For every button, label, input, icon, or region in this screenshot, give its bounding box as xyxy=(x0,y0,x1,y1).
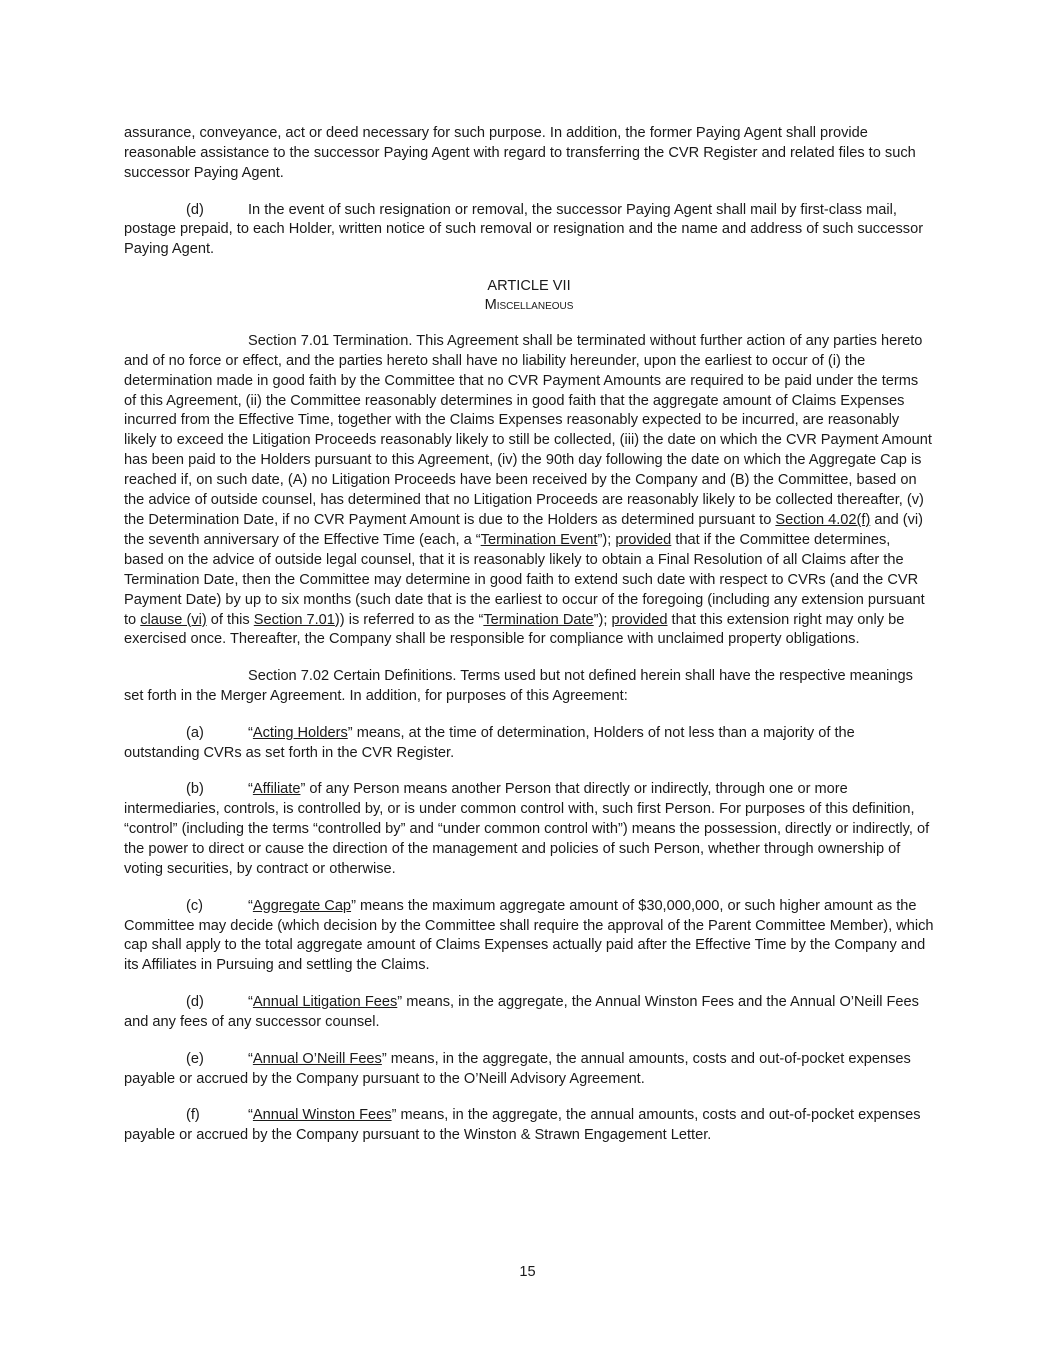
cross-reference: clause (vi) xyxy=(140,611,207,628)
section-text: Terms used but not defined herein shall have the respective meanings set forth in the Merger Agreement. In addition, for purposes of this Agreement: xyxy=(124,668,913,705)
definition-annual-winston-fees xyxy=(124,1106,934,1146)
section-text: This Agreement shall be terminated without further action of any parties hereto and of no force or effect, and the parties hereto shall have no liability hereunder, upon the earliest to occur of (i) the determination made in good faith by the Committee that no CVR Payment Amounts are required to be paid under the terms of this Agreement, (ii) the Committee reasonably determines in good faith that the aggregate amount of Claims Expenses incurred from the Effective Time, together with the Claims Expenses reasonably expected to be incurred, are reasonably likely to exceed the Litigation Proceeds reasonably likely to still be collected, (iii) the date on which the CVR Payment Amount has been paid to the Holders pursuant to this Agreement, (iv) the 90th day following the date on which the Aggregate Cap is reached if, on such date, (A) no Litigation Proceeds have been received by the Company and (B) the Committee, based on the advice of outside counsel, has determined that no Litigation Proceeds are reasonably likely to be collected thereafter, (v) the Determination Date, if no CVR Payment Amount is due to the Holders as determined pursuant to xyxy=(124,332,932,528)
page-number: 15 xyxy=(519,1264,536,1280)
cross-reference: Section 4.02(f) xyxy=(775,511,871,528)
defined-term: Acting Holders xyxy=(252,724,348,741)
defined-term: Affiliate xyxy=(252,781,301,798)
article-title: ARTICLE VII xyxy=(487,278,571,295)
section-7-02 xyxy=(124,667,934,707)
paragraph-label: (d) xyxy=(186,201,204,218)
defined-term: Annual O’Neill Fees xyxy=(252,1050,382,1067)
definition-aggregate-cap xyxy=(124,897,934,977)
definition-label: (e) xyxy=(186,1050,204,1067)
section-heading: Section 7.02 Certain Definitions. xyxy=(248,668,457,685)
paragraph-text: In the event of such resignation or removal, the successor Paying Agent shall mail by first-class mail, postage prepaid, to each Holder, written notice of such removal or resignation and the name and address of such successor Paying Agent. xyxy=(124,201,924,258)
quote-mark: “ xyxy=(248,897,253,914)
defined-term: Termination Event xyxy=(480,531,598,548)
defined-term: Aggregate Cap xyxy=(252,897,352,914)
paragraph-continuation: assurance, conveyance, act or deed necessary for such purpose. In addition, the former Paying Agent shall provide reasonable assistance to the successor Paying Agent with regard to transferring the CVR Register and related files to such successor Paying Agent. xyxy=(124,125,916,181)
definition-text: ” means, in the aggregate, the Annual Winston Fees and the Annual O’Neill Fees and any fees of any successor counsel. xyxy=(124,994,919,1030)
definition-label: (d) xyxy=(186,994,204,1011)
quote-mark: “ xyxy=(248,724,253,741)
definition-label: (a) xyxy=(186,724,204,741)
definition-text: ” means, in the aggregate, the annual amounts, costs and out-of-pocket expenses payable or accrued by the Company pursuant to the Winston & Strawn Engagement Letter. xyxy=(124,1107,921,1144)
definition-text: ” means, at the time of determination, Holders of not less than a majority of the outstanding CVRs as set forth in the CVR Register. xyxy=(124,724,855,761)
proviso: provided xyxy=(615,531,672,548)
quote-mark: “ xyxy=(248,1050,253,1067)
article-subtitle: Miscellaneous xyxy=(484,297,574,314)
definition-text: ” means the maximum aggregate amount of $30,000,000, or such higher amount as the Committee may decide (which decision by the Committee shall require the approval of the Parent Committee Member), which cap shall apply to the total aggregate amount of Claims Expenses actually paid after the Effective Time by the Company and its Affiliates in Pursuing and settling the Claims. xyxy=(124,897,934,974)
definition-text: ” means, in the aggregate, the annual amounts, costs and out-of-pocket expenses payable or accrued by the Company pursuant to the O’Neill Advisory Agreement. xyxy=(124,1050,911,1087)
document-page xyxy=(124,124,934,1163)
quote-mark: “ xyxy=(248,1107,253,1124)
cross-reference: Section 7.01 xyxy=(253,611,335,628)
section-text: ”); xyxy=(597,531,616,548)
defined-term: Annual Winston Fees xyxy=(252,1107,392,1124)
definition-text: ” of any Person means another Person that directly or indirectly, through one or more intermediaries, controls, is controlled by, or is under common control with, such first Person. For purposes of this definition, “control” (including the terms “controlled by” and “under common control with”) means the possession, directly or indirectly, of the power to direct or cause the direction of the management and policies of such Person, whether through ownership of voting securities, by contract or otherwise. xyxy=(124,781,930,877)
section-text: that this extension right may only be exercised once. Thereafter, the Company shall be responsible for compliance with unclaimed property obligations. xyxy=(124,611,905,648)
definition-affiliate xyxy=(124,780,934,880)
section-7-01 xyxy=(124,332,934,651)
definition-label: (f) xyxy=(186,1107,200,1124)
section-heading: Section 7.01 Termination. xyxy=(248,332,413,349)
section-text: ”); xyxy=(593,611,612,628)
definition-label: (c) xyxy=(186,897,204,914)
quote-mark: “ xyxy=(248,781,253,798)
defined-term: Termination Date xyxy=(483,611,594,628)
proviso: provided xyxy=(611,611,668,628)
section-text: and (vi) the seventh anniversary of the Effective Time (each, a “ xyxy=(124,511,924,548)
quote-mark: “ xyxy=(248,994,253,1011)
section-text: that if the Committee determines, based on the advice of outside legal counsel, that it is reasonably likely to obtain a Final Resolution of all Claims after the Termination Date, then the Committee may determine in good faith to extend such date with respect to CVRs (and the CVR Payment Date) by up to six months (such date that is the earliest to occur of the foregoing (including any extension pursuant to xyxy=(124,531,925,628)
section-text: )) is referred to as the “ xyxy=(334,611,484,628)
definition-annual-oneill-fees xyxy=(124,1050,934,1090)
paragraph-d-successor-notice xyxy=(124,201,934,261)
definition-annual-litigation-fees xyxy=(124,993,934,1033)
section-text: of this xyxy=(206,611,254,628)
definition-acting-holders xyxy=(124,724,934,764)
defined-term: Annual Litigation Fees xyxy=(252,994,398,1011)
definition-label: (b) xyxy=(186,781,204,798)
